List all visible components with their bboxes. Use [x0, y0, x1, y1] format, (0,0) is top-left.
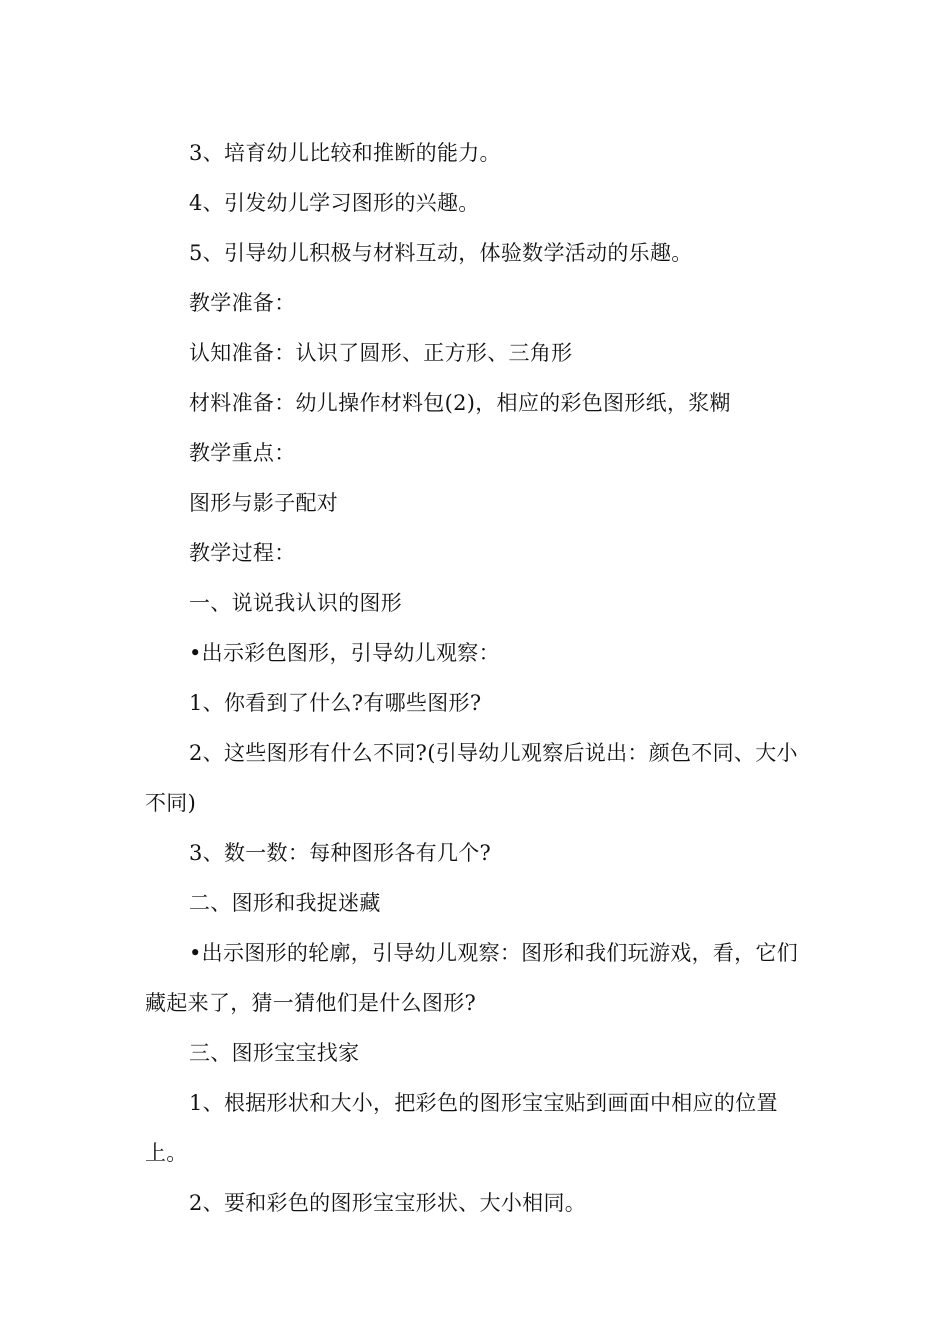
- paragraph: 材料准备：幼儿操作材料包(2)，相应的彩色图形纸，浆糊: [189, 391, 731, 415]
- section-heading: 教学准备：: [189, 291, 296, 315]
- paragraph: •出示图形的轮廓，引导幼儿观察：图形和我们玩游戏，看，它们藏起来了，猜一猜他们是什么图形?: [145, 941, 799, 1015]
- section-heading: 一、说说我认识的图形: [189, 591, 402, 615]
- paragraph: 5、引导幼儿积极与材料互动，体验数学活动的乐趣。: [189, 241, 693, 265]
- paragraph: 图形与影子配对: [189, 491, 339, 515]
- paragraph: 3、数一数：每种图形各有几个?: [189, 841, 492, 865]
- paragraph: 1、你看到了什么?有哪些图形?: [189, 691, 482, 715]
- paragraph: 认知准备：认识了圆形、正方形、三角形: [189, 341, 573, 365]
- paragraph: 3、培育幼儿比较和推断的能力。: [189, 141, 501, 165]
- section-heading: 二、图形和我捉迷藏: [189, 891, 381, 915]
- paragraph: 2、要和彩色的图形宝宝形状、大小相同。: [189, 1191, 587, 1215]
- paragraph: 1、根据形状和大小，把彩色的图形宝宝贴到画面中相应的位置上。: [145, 1091, 778, 1165]
- section-heading: 三、图形宝宝找家: [189, 1041, 360, 1065]
- section-heading: 教学过程：: [189, 541, 296, 565]
- section-heading: 教学重点：: [189, 441, 296, 465]
- document-body: [145, 128, 810, 1228]
- paragraph: •出示彩色图形，引导幼儿观察：: [189, 641, 500, 665]
- paragraph: 2、这些图形有什么不同?(引导幼儿观察后说出：颜色不同、大小不同): [145, 741, 798, 815]
- paragraph: 4、引发幼儿学习图形的兴趣。: [189, 191, 480, 215]
